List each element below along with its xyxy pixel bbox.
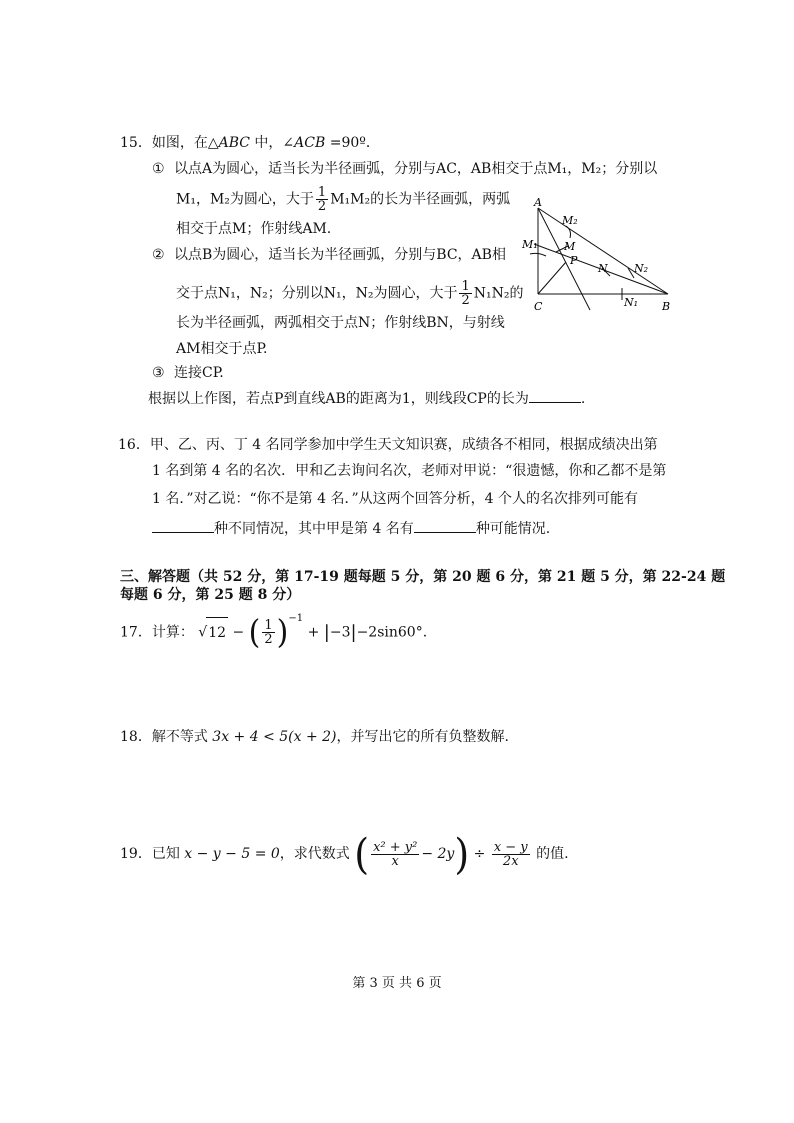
q19-right-paren: )	[454, 829, 470, 879]
abs-value: −3	[329, 624, 351, 641]
q15-mid: 中，∠	[249, 135, 295, 151]
triangle-figure	[518, 196, 678, 314]
step2-text2b: N₁N₂的	[473, 285, 524, 302]
q19-den1: x	[391, 853, 399, 869]
sqrt-value: 12	[206, 617, 228, 648]
label-n: N	[598, 262, 608, 275]
left-paren: (	[248, 612, 261, 652]
label-a: A	[534, 196, 542, 209]
label-n2: N₂	[634, 262, 649, 275]
q15-step2-line3	[176, 314, 505, 332]
q18-tail: ，并写出它的所有负整数解.	[336, 729, 509, 745]
q16-line2	[152, 462, 666, 480]
page-footer	[0, 972, 794, 991]
q19-num2: x − y	[493, 839, 528, 855]
q19-minus: − 2y	[421, 846, 455, 862]
q15-step1-line2	[176, 186, 510, 213]
sqrt-sign: √	[198, 624, 208, 641]
q17-minus: −	[232, 624, 245, 641]
step1-text3: 相交于点M；作射线AM.	[176, 221, 332, 237]
q17-exponent: −1	[288, 613, 304, 624]
q15-step1-line1	[152, 160, 657, 178]
label-p: P	[570, 254, 578, 267]
step1-text2a: M₁，M₂为圆心，大于	[176, 191, 314, 208]
abs-bar-left: |	[323, 621, 330, 643]
q17-frac-den: 2	[264, 632, 273, 648]
q16-line4	[152, 518, 550, 538]
q16-text3: 1 名．”对乙说：“你不是第 4 名．”从这两个回答分析，4 个人的名次排列可能有	[152, 491, 638, 507]
q16-text2: 1 名到第 4 名的名次．甲和乙去询问名次，老师对甲说：“很遗憾，你和乙都不是第	[152, 463, 667, 479]
q17-fraction	[262, 619, 274, 646]
step3-mark: ③	[152, 365, 165, 381]
q15-intro	[120, 134, 380, 152]
frac-den: 2	[317, 199, 327, 214]
q15-question-text: 根据以上作图，若点P到直线AB的距离为1，则线段CP的长为	[148, 391, 529, 407]
q15-question-end: .	[580, 391, 586, 407]
q15-answer-blank[interactable]	[529, 388, 581, 403]
q16-text4b: 种可能情况.	[475, 521, 551, 537]
abs-bar-right: |	[350, 621, 357, 643]
step2-text2a: 交于点N₁，N₂；分别以N₁，N₂为圆心，大于	[176, 285, 458, 302]
q16-line3	[152, 490, 638, 508]
label-c: C	[534, 300, 543, 313]
q19-tail: 的值.	[536, 846, 569, 862]
section3-heading-line1	[120, 568, 725, 586]
q17-frac-num: 1	[264, 618, 273, 634]
q16-line1	[118, 436, 658, 454]
step1-text2b: M₁M₂的长为半径画弧，两弧	[330, 191, 511, 208]
q16-blank-1[interactable]	[152, 518, 214, 533]
q15-step3	[152, 364, 224, 382]
label-m1: M₁	[522, 238, 538, 251]
arc-m2	[566, 226, 571, 238]
section3-text1: 三、解答题（共 52 分，第 17-19 题每题 5 分，第 20 题 6 分，第 21 题 5 分，第 22-24 题	[120, 569, 726, 585]
q17-tail: −2sin60°	[356, 624, 423, 641]
label-b: B	[662, 300, 671, 313]
right-paren: )	[276, 612, 289, 652]
q18	[120, 728, 509, 746]
label-n1: N₁	[624, 296, 639, 309]
q15-step2-line2	[176, 280, 523, 307]
q17-end: .	[422, 624, 428, 641]
q19-left-paren: (	[354, 829, 370, 879]
q16-blank-2[interactable]	[414, 518, 476, 533]
q15-angle: ACB	[294, 135, 326, 151]
label-m2: M₂	[562, 214, 578, 227]
q15-step2-line4	[176, 340, 267, 358]
frac-den-2: 2	[461, 293, 470, 308]
q15-intro-text: 如图，在△	[151, 135, 219, 151]
segment-cp	[538, 262, 566, 294]
q16-text1: 16．甲、乙、丙、丁 4 名同学参加中学生天文知识赛，成绩各不相同，根据成绩决出第	[118, 437, 658, 453]
frac-num: 1	[317, 185, 327, 200]
q15-eq: =90º．	[325, 135, 380, 151]
step1-mark: ①	[152, 161, 165, 177]
step1-text1: 以点A为圆心，适当长为半径画弧，分别与AC，AB相交于点M₁，M₂；分别以	[174, 161, 658, 177]
q19-num1: x² + y²	[373, 839, 418, 855]
fraction-half-2	[459, 280, 471, 307]
page-number: 第 3 页 共 6 页	[352, 976, 442, 991]
label-m: M	[564, 240, 576, 253]
step2-mark: ②	[152, 247, 165, 263]
section3-text2: 每题 6 分，第 25 题 8 分）	[120, 587, 301, 603]
frac-num-2: 1	[461, 279, 470, 294]
q16-text4a: 种不同情况，其中甲是第 4 名有	[214, 521, 414, 537]
q19-mid: ，求代数式	[279, 846, 350, 862]
q15-step1-line3	[176, 220, 331, 238]
q19-fraction-2	[492, 841, 530, 868]
q19-den2: 2x	[502, 853, 519, 869]
step2-text4: AM相交于点P.	[176, 341, 268, 357]
step2-text3: 长为半径画弧，两弧相交于点N；作射线BN，与射线	[176, 315, 505, 331]
q17-plus: +	[307, 624, 320, 641]
q19-label: 19．已知	[120, 846, 180, 862]
fraction-half-1	[316, 186, 328, 213]
section3-heading-line2	[120, 586, 300, 604]
step3-text: 连接CP.	[174, 365, 224, 381]
q17	[120, 612, 428, 652]
q19-fraction-1	[371, 841, 419, 868]
q17-label: 17．计算：	[120, 624, 194, 641]
q18-inequality: 3x + 4 < 5(x + 2)	[212, 729, 337, 745]
q15-triangle: ABC	[218, 135, 250, 151]
q19-condition: x − y − 5 = 0	[184, 846, 280, 862]
q15-step2-line1	[152, 246, 506, 264]
q19-divide: ÷	[473, 846, 486, 862]
q19	[120, 829, 569, 879]
step2-text1: 以点B为圆心，适当长为半径画弧，分别与BC，AB相	[174, 247, 506, 263]
q18-label: 18．解不等式	[120, 729, 208, 745]
q15-question	[148, 388, 585, 408]
q15-number: 15．	[120, 135, 152, 151]
